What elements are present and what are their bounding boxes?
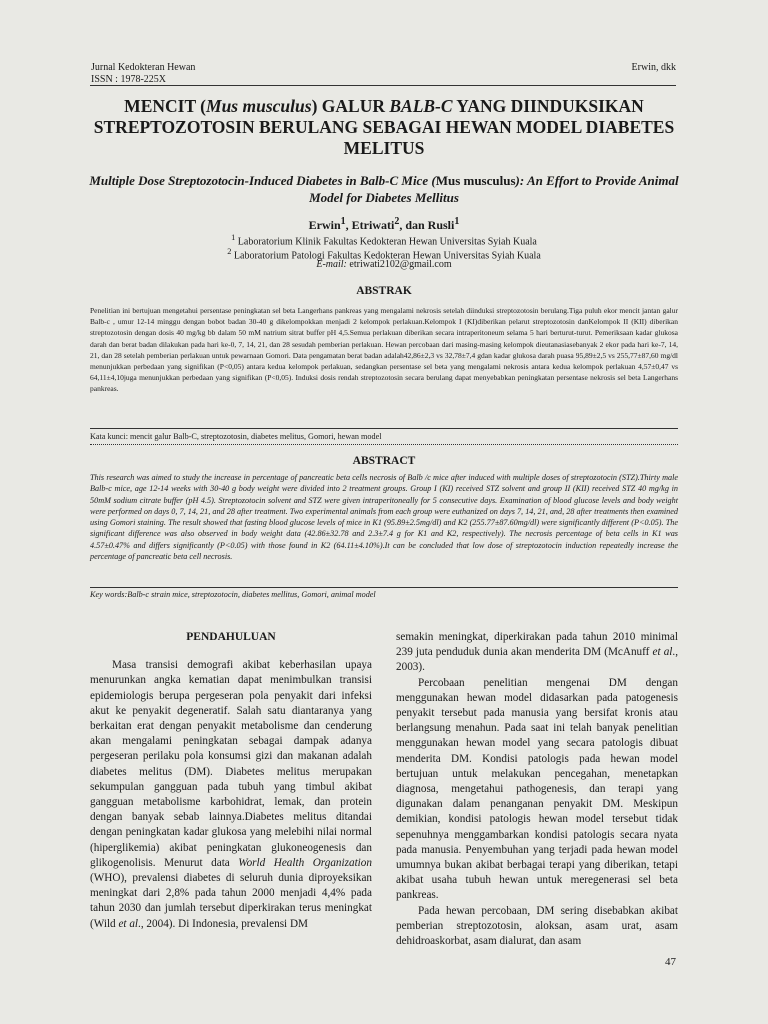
running-header-left	[91, 62, 195, 86]
paragraph: Pada hewan percobaan, DM sering disebabkan akibat pemberian streptozotosin, aloksan, asam urat, asam dehidroaskorbat, asam dialurat, dan asam	[396, 904, 678, 948]
article-title: MENCIT (Mus musculus) GALUR BALB-C YANG DIINDUKSIKAN STREPTOZOTOSIN BERULANG SEBAGAI HEWAN MODEL DIABETES MELITUS	[93, 96, 675, 158]
keywords-divider	[90, 444, 678, 445]
kata-kunci: Kata kunci: mencit galur Balb-C, streptozotosin, diabetes melitus, Gomori, hewan model	[90, 432, 382, 441]
paragraph: Masa transisi demografi akibat keberhasilan upaya menurunkan angka kematian dapat menimbulkan transisi epidemiologis berupa pergeseran pola penyakit dari infeksi akut ke penyakit degeneratif. Salah satu diantaranya yang berkaitan erat dengan penyakit metabolisme dan cenderung akan mengalami peningkatan sebagai dampak adanya pergeseran perilaku pola konsumsi gizi dan makanan adalah diabetes melitus (DM). Diabetes melitus merupakan sekumpulan gangguan pada tubuh yang timbul akibat gangguan metabolisme karbohidrat, lemak, dan protein dengan banyak sebab lainnya.Diabetes melitus ditandai dengan peningkatan kadar glukosa yang melebihi nilai normal (hiperglikemia) akibat peningkatan glukoneogenesis dan glikogenolisis. Menurut data World Health Organization (WHO), prevalensi diabetes di seluruh dunia diproyeksikan meningkat dari 2,8% pada tahun 2000 menjadi 4,4% pada tahun 2030 dan jumlah tersebut diperkirakan terus meningkat (Wild et al., 2004). Di Indonesia, prevalensi DM	[90, 659, 372, 930]
abstract-divider	[90, 587, 678, 588]
affiliation-1: $^1$ Laboratorium Klinik Fakultas Kedokteran Hewan Universitas Syiah Kuala	[231, 233, 537, 248]
abstrak-text: Penelitian ini bertujuan mengetahui persentase peningkatan sel beta Langerhans pankreas yang mengalami nekrosis setelah diinduksi streptozotosin berulang.Tiga puluh ekor mencit jantan galur Balb-c , umur 12-14 minggu dengan bobot badan 30-40 g dikelompokkan menjadi 2 kelompok perlakuan.Kelompok I (KI)diberikan pelarut streptozotosin danKelompok II (KII) diberikan streptozotosin dengan dosis 40 mg/kg bb dalam 50 mM natrium sitrat buffer pH 4,5.Semua perlakuan diberikan secara intraperitoneum selama 5 hari berturut-turut. Pemeriksaan kadar glukosa darah dan berat badan dilakukan pada hari ke-0, 7, 14, 21, dan 28 sesudah pemberian perlakuan. Hewan percobaan dari masing-masing kelompok dieutanasiasebanyak 2 ekor pada hari ke-7, 14, 21, dan 28 setelah pemberian perlakuan untuk pewarnaan Gomori. Data pengamatan berat badan adalah42,86±2,3 vs 32,78±7,4 gdan kadar glukosa darah puasa 95,89±2,5 vs 255,77±87,60 mg/dl menunjukkan perbedaan yang signifikan (P<0,05) antara kedua kelompok perlakuan, sedangkan persentase sel beta yang mengalami nekrosis antara kedua kelompok perlakuan 4,57±0,47 vs 64,11±4,10juga menunjukkan perbedaan yang signifikan (P<0,05). Induksi dosis rendah streptozotosin secara berulang dapat menyebabkan peningkatan persentase nekrosis sel beta Langerhans pankreas.	[90, 306, 678, 394]
author-list: Erwin$^1$, Etriwati$^2$, dan Rusli$^1$	[308, 216, 460, 232]
paragraph: Percobaan penelitian mengenai DM dengan menggunakan hewan model didasarkan pada patogenesis penyakit tersebut pada manusia yang bersifat kronis atau berlangsung menahun. Pada saat ini telah banyak penelitian menggunakan hewan model yang secara patologis dibuat menderita DM. Kondisi patologis pada hewan model bertujuan untuk melakukan pencegahan, menetapkan diagnosa, mengetahui pathogenesis, dan terapi yang digunakan dalam penanganan penyakit DM. Meskipun demikian, kondisi patologis hewan model tersebut tidak sepenuhnya menggambarkan kondisi patologis secara nyata pada manusia. Penyembuhan yang terjadi pada hewan model umumnya bukan akibat berbagai terapi yang diberikan, tetapi akibat usaha tubuh hewan untuk meregenerasi sel beta pankreas.	[396, 676, 678, 902]
abstract-text: This research was aimed to study the increase in percentage of pancreatic beta cells necrosis of Balb /c mice after induced with multiple doses of streptozotocin (STZ).Thirty male Balb-c mice, age 12-14 weeks with 30-40 g body weight were divided into 2 treatment groups. Group I (KI) received STZ solvent and group II (KII) received STZ 40 mg/kg in 50mM sodium citrate buffer (pH 4.5). Streptozotocin solvent and STZ were given intraperitoneally for 5 consecutive days. Examination of blood glucose levels and body weight were performed on days 0, 7, 14, 21, and 28 after treatment. Two experimental animals from each group were euthanized on days 7, 14, 21, and, 28 after treatments then examined using Gomori staining. The result showed that fasting blood glucose levels of mice in K1 (95.89±2.5mg/dl) and K2 (255.77±87.60mg/dl) were significantly different (P<0.05). The significant difference was also observed in body weight data (42.86±32.78 and 2.3±7.4 g for K1 and K2, respectively). The necrosis percentage of beta cells in K1 was 4.57±0.47% and differs significantly (P<0.05) with those found in K2 (64.11±4.10%).It can be concluded that low dose of streptozotocin induction repeatedly increase the percentage of pancreatic beta cell necrosis.	[90, 473, 678, 562]
running-header-author: Erwin, dkk	[631, 62, 676, 73]
section-heading-pendahuluan: PENDAHULUAN	[186, 631, 276, 643]
abstrak-divider	[90, 428, 678, 429]
journal-issn: ISSN : 1978-225X	[91, 74, 167, 85]
body-column-right	[396, 630, 678, 949]
journal-name: Jurnal Kedokteran Hewan	[91, 62, 196, 73]
header-divider	[90, 85, 676, 86]
corresponding-email: E-mail: etriwati2102@gmail.com	[316, 259, 452, 270]
affiliation-2: $^2$ Laboratorium Patologi Fakultas Kedokteran Hewan Universitas Syiah Kuala	[227, 247, 541, 262]
key-words: Key words:Balb-c strain mice, streptozotocin, diabetes mellitus, Gomori, animal model	[90, 590, 376, 599]
article-subtitle-english: Multiple Dose Streptozotocin-Induced Diabetes in Balb-C Mice (Mus musculus): An Effort to Provide Animal Model for Diabetes Mellitus	[89, 173, 679, 205]
abstract-heading: ABSTRACT	[352, 455, 416, 467]
abstrak-heading: ABSTRAK	[356, 285, 412, 297]
paragraph: semakin meningkat, diperkirakan pada tahun 2010 minimal 239 juta penduduk dunia akan menderita DM (McAnuff et al., 2003).	[396, 631, 679, 674]
body-column-left	[90, 630, 372, 932]
page-number: 47	[665, 956, 676, 968]
